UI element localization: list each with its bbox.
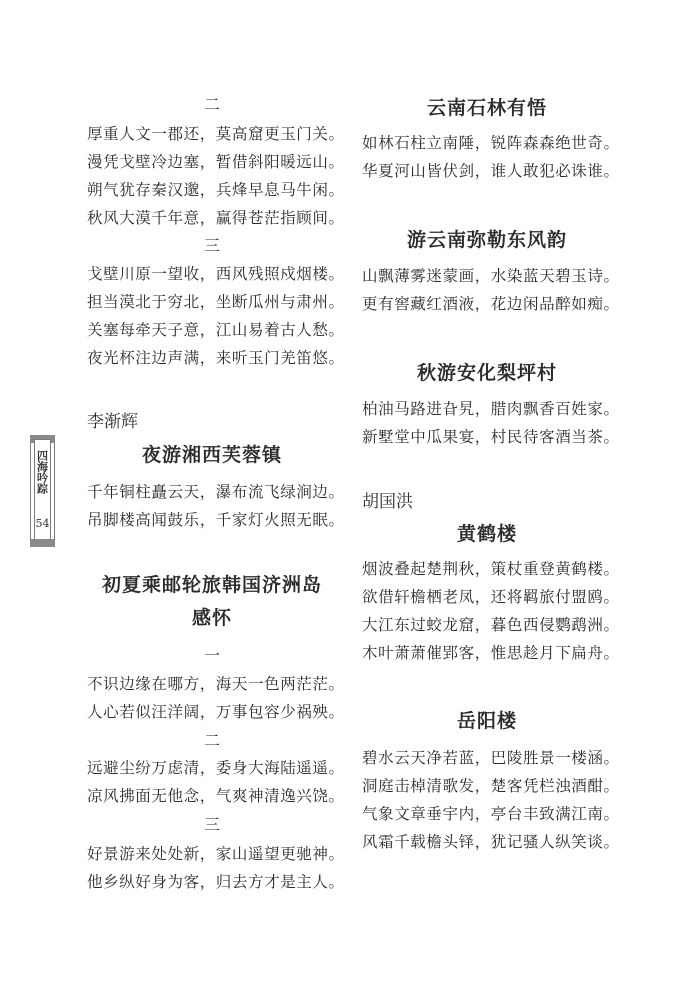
poem-line: 木叶萧萧催郢客，惟思趁月下扁舟。 [362,644,620,662]
poem-line: 碧水云天净若蓝，巴陵胜景一楼涵。 [362,749,620,767]
poem-line: 秋风大漠千年意，赢得苍茫指顾间。 [87,209,345,227]
tab-cap-bottom [30,539,55,547]
section-number: 三 [203,815,220,834]
poem-title: 初夏乘邮轮旅韩国济洲岛 [101,574,322,596]
poem-line: 山飘薄雾迷蒙画，水染蓝天碧玉诗。 [362,267,620,285]
section-number: 二 [203,731,220,750]
poem-line: 欲借轩檐栖老凤，还将羁旅付盟鸥。 [362,588,620,606]
poem-line: 关塞每牵天子意，江山易着古人愁。 [87,321,345,339]
poem-line: 朔气犹存秦汉邈，兵烽早息马牛闲。 [87,181,345,199]
poem-line: 夜光杯注边声满，来听玉门羌笛悠。 [87,349,345,367]
poem-line: 凉风拂面无他念，气爽神清逸兴饶。 [87,787,345,805]
section-number: 二 [203,95,220,114]
poem-line: 如林石柱立南陲，锐阵森森绝世奇。 [362,134,620,152]
poem-line: 气象文章垂宇内，亭台丰致满江南。 [362,805,620,823]
section-number: 一 [203,646,220,665]
poem-line: 风霜千载檐头铎，犹记骚人纵笑谈。 [362,833,620,851]
poem-line: 吊脚楼高闻鼓乐，千家灯火照无眠。 [87,511,345,529]
poem-line: 戈壁川原一望收，西风残照戍烟楼。 [87,265,345,283]
poem-title: 夜游湘西芙蓉镇 [141,444,282,466]
section-number: 三 [203,236,220,255]
poem-line: 华夏河山皆伏剑，谁人敢犯必诛谁。 [362,162,620,180]
poem-line: 远避尘纷万虑清，委身大海陆遥遥。 [87,759,345,777]
poem-line: 烟波叠起楚荆秋，策杖重登黄鹤楼。 [362,560,620,578]
page-number: 54 [35,517,50,530]
poem-title: 游云南弥勒东风韵 [406,229,567,251]
poem-title: 岳阳楼 [456,710,517,732]
author-name: 胡国洪 [362,492,413,512]
side-page-tab [30,435,55,547]
poem-line: 更有窖藏红酒液，花边闲品醉如痴。 [362,295,620,313]
poem-title: 云南石林有悟 [426,97,547,119]
poem-line: 厚重人文一郡还，莫高窟更玉门关。 [87,125,345,143]
poem-line: 好景游来处处新，家山遥望更驰神。 [87,845,345,863]
poem-line: 漫凭戈壁冷边塞，暂借斜阳暖远山。 [87,153,345,171]
poem-line: 人心若似汪洋阔，万事包容少祸殃。 [87,703,345,721]
author-name: 李渐辉 [87,412,138,432]
poem-line: 担当漠北于穷北，坐断瓜州与肃州。 [87,293,345,311]
poem-title: 黄鹤楼 [456,523,517,545]
poem-line: 洞庭击棹清歌发，楚客凭栏浊酒酣。 [362,777,620,795]
book-title-vertical: 四海吟踪 [35,450,49,494]
poem-line: 大江东过蛟龙窟，暮色西侵鹦鹉洲。 [362,616,620,634]
poem-title-continued: 感怀 [191,607,232,629]
poem-title: 秋游安化梨坪村 [416,362,557,384]
poem-line: 柏油马路进旮旯，腊肉飘香百姓家。 [362,400,620,418]
poem-line: 千年铜柱矗云天，瀑布流飞绿涧边。 [87,483,345,501]
poem-line: 新墅堂中瓜果宴，村民待客酒当茶。 [362,428,620,446]
poem-line: 不识边缘在哪方，海天一色两茫茫。 [87,675,345,693]
poem-line: 他乡纵好身为客，归去方才是主人。 [87,873,345,891]
